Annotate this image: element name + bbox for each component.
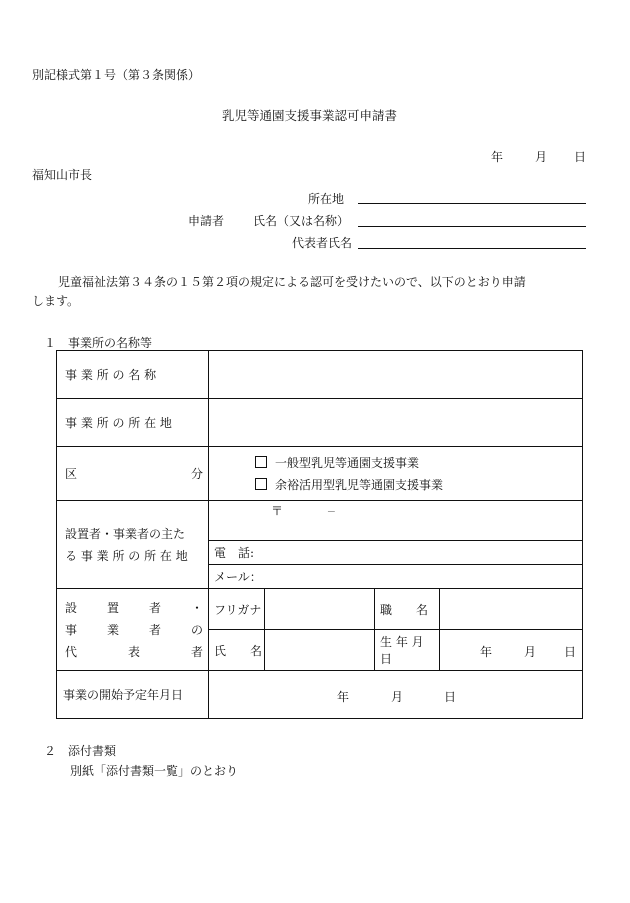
main-address-label: 設置者・事業者の主た る 事 業 所 の 所 在 地 [57, 501, 209, 589]
phone-field[interactable]: 電 話: [209, 541, 583, 565]
start-date-field[interactable]: 年 月 日 [209, 671, 583, 719]
facility-address-field[interactable] [209, 399, 583, 447]
table-row [57, 589, 583, 630]
option-surplus[interactable]: 余裕活用型乳児等通園支援事業 [255, 474, 582, 496]
attachments-text: 別紙「添付書類一覧」のとおり [70, 764, 239, 778]
applicant-name-label: 氏名（又は名称） [253, 214, 350, 228]
table-row [57, 671, 583, 719]
applicant-address-label: 所在地 [308, 192, 345, 206]
representative-label: 設 置 者 ・ 事 業 者 の 代 表 者 [57, 589, 209, 671]
category-options [209, 447, 583, 501]
document-title: 乳児等通園支援事業認可申請書 [222, 108, 398, 123]
addressee: 福知山市長 [32, 168, 93, 182]
table-row [57, 501, 583, 541]
checkbox[interactable] [255, 478, 267, 490]
applicant-rep-line[interactable] [358, 248, 586, 249]
applicant-name-line[interactable] [358, 226, 586, 227]
body-text-line2: します。 [32, 294, 80, 308]
applicant-address-line[interactable] [358, 203, 586, 204]
date-month: 月 [535, 150, 548, 164]
table-row [57, 399, 583, 447]
furigana-label: フリガナ [209, 589, 265, 630]
name-field[interactable] [265, 630, 375, 671]
postal-dash: － [326, 508, 336, 518]
option-general[interactable]: 一般型乳児等通園支援事業 [255, 452, 582, 474]
position-label: 職 名 [375, 589, 440, 630]
facility-name-field[interactable] [209, 351, 583, 399]
checkbox[interactable] [255, 456, 267, 468]
form-number: 別記様式第１号（第３条関係） [32, 68, 201, 82]
category-label: 区 分 [57, 447, 209, 501]
start-date-label: 事業の開始予定年月日 [57, 671, 209, 719]
email-field[interactable]: メール： [209, 565, 583, 589]
postal-code-field[interactable] [209, 501, 583, 541]
table-row [57, 447, 583, 501]
birthdate-field[interactable]: 年 月 日 [440, 630, 583, 671]
section1-heading: １ 事業所の名称等 [44, 336, 153, 350]
section2-heading: ２ 添付書類 [44, 744, 117, 758]
position-field[interactable] [440, 589, 583, 630]
applicant-label: 申請者 [188, 214, 225, 228]
applicant-rep-label: 代表者氏名 [292, 236, 353, 250]
date-day: 日 [574, 150, 587, 164]
facility-name-label: 事 業 所 の 名 称 [57, 351, 209, 399]
facility-info-table [56, 350, 583, 719]
table-row [57, 351, 583, 399]
name-label: 氏 名 [209, 630, 265, 671]
postal-mark: 〒 [271, 504, 284, 518]
birthdate-label: 生 年 月 日 [375, 630, 440, 671]
furigana-field[interactable] [265, 589, 375, 630]
body-text-line1: 児童福祉法第３４条の１５第２項の規定による認可を受けたいので、以下のとおり申請 [58, 275, 526, 289]
facility-address-label: 事 業 所 の 所 在 地 [57, 399, 209, 447]
date-year: 年 [491, 150, 504, 164]
